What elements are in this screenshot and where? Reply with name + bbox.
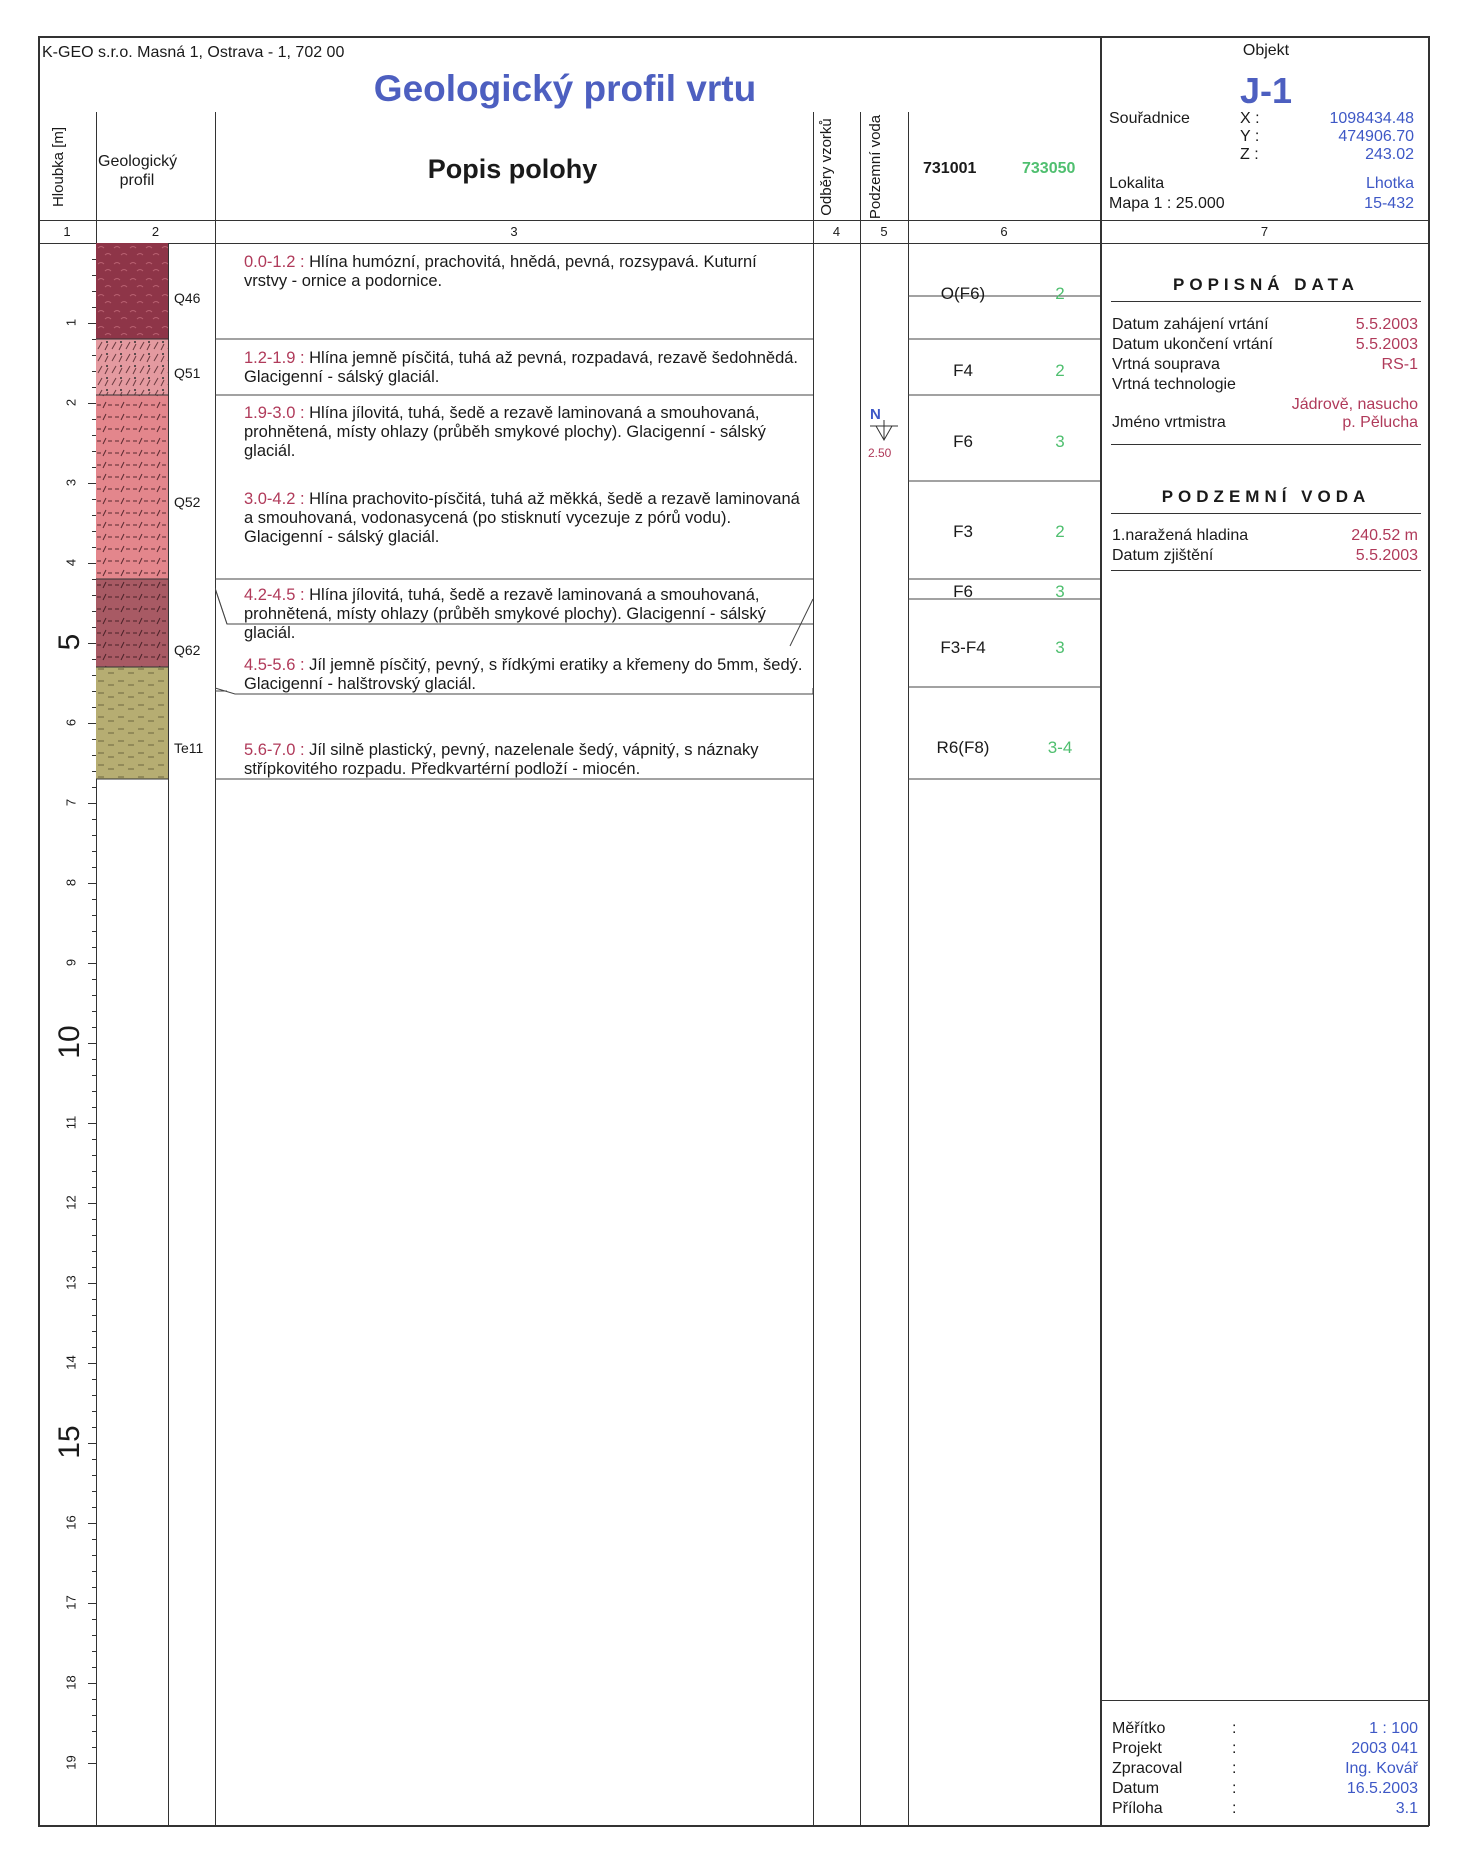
depth-tick-label: 17 [63, 1595, 79, 1610]
depth-tick [88, 403, 96, 404]
object-id: J-1 [1239, 70, 1293, 111]
depth-tick-label: 11 [63, 1115, 79, 1130]
descriptive-data-title: POPISNÁ DATA [1173, 275, 1359, 294]
depth-minor-tick [92, 1331, 96, 1332]
layer-depth-range: 1.2-1.9 : [244, 349, 310, 367]
layer-text: Hlína jemně písčitá, tuhá až pevná, rozpadavá, rezavě šedohnědá. Glacigenní - sálský glaciál. [244, 349, 799, 386]
depth-minor-tick [92, 835, 96, 836]
descriptive-label: Vrtná souprava [1112, 356, 1220, 373]
depth-minor-tick [92, 1699, 96, 1700]
depth-tick [88, 883, 96, 884]
depth-minor-tick [92, 1267, 96, 1268]
depth-tick-label: 15 [53, 1425, 86, 1459]
locality-label: Lokalita [1109, 175, 1165, 192]
depth-minor-tick [92, 1251, 96, 1252]
layer-text: Hlína jílovitá, tuhá, šedě a rezavě laminovaná a smouhovaná, prohnětená, místy ohlazy (průběh smykové plochy). Glacigenní - sálský glaciál. [244, 586, 766, 642]
layer-depth-range: 4.2-4.5 : [244, 586, 310, 604]
layer-description [244, 490, 804, 547]
layer-text: Hlína humózní, prachovitá, hnědá, pevná, rozsypavá. Kuturní vrstvy - ornice a podornice. [244, 253, 757, 290]
column-number: 5 [880, 224, 888, 239]
depth-minor-tick [92, 1667, 96, 1668]
stratigraphy-code: Q62 [174, 642, 201, 658]
depth-tick-label: 2 [63, 398, 79, 407]
layer-depth-range: 4.5-5.6 : [244, 656, 310, 674]
layer-text: Hlína prachovito-písčitá, tuhá až měkká, šedě a rezavě laminovaná a smouhovaná, vodonasycená (po stisknutí vycezuje z pórů vodu). Glacigenní - sálský glaciál. [244, 490, 800, 546]
class-a-value: O(F6) [940, 284, 986, 303]
class-a-value: R6(F8) [936, 738, 990, 757]
groundwater-title: PODZEMNÍ VODA [1161, 487, 1371, 506]
class-b-value: 3 [1055, 432, 1065, 451]
descriptive-value: 5.5.2003 [1355, 316, 1418, 333]
column-number: 3 [510, 224, 518, 239]
depth-minor-tick [92, 1475, 96, 1476]
depth-tick [88, 1363, 96, 1364]
depth-tick-label: 16 [63, 1515, 79, 1530]
x-label: X : [1240, 110, 1260, 127]
depth-minor-tick [92, 899, 96, 900]
groundwater-date-label: Datum zjištění [1112, 547, 1214, 564]
depth-tick [88, 963, 96, 964]
depth-tick-label: 8 [63, 878, 79, 887]
depth-tick [88, 643, 96, 644]
layer-depth-range: 0.0-1.2 : [244, 253, 310, 271]
groundwater-level-label: 1.naražená hladina [1112, 527, 1249, 544]
descriptive-label: Datum ukončení vrtání [1112, 336, 1273, 353]
layer-description [244, 253, 804, 291]
depth-tick-label: 18 [63, 1675, 79, 1690]
depth-tick-label: 9 [63, 958, 79, 967]
depth-tick-label: 3 [63, 478, 79, 487]
footer-separator: : [1232, 1720, 1237, 1737]
depth-minor-tick [92, 1571, 96, 1572]
footer-value: 3.1 [1395, 1800, 1418, 1817]
company-name: K-GEO s.r.o. Masná 1, Ostrava - 1, 702 00 [42, 44, 345, 61]
depth-tick [88, 1603, 96, 1604]
depth-tick [88, 563, 96, 564]
layer-depth-range: 3.0-4.2 : [244, 490, 310, 508]
map-label: Mapa 1 : 25.000 [1109, 195, 1225, 212]
depth-tick [88, 483, 96, 484]
depth-minor-tick [92, 1411, 96, 1412]
class-a-header: 731001 [923, 160, 977, 177]
depth-minor-tick [92, 1299, 96, 1300]
depth-minor-tick [92, 851, 96, 852]
depth-minor-tick [92, 1347, 96, 1348]
layer-description [244, 404, 804, 461]
groundwater-date-value: 5.5.2003 [1355, 547, 1418, 564]
layer-text: Hlína jílovitá, tuhá, šedě a rezavě laminovaná a smouhovaná, prohnětená, místy ohlazy (průběh smykové plochy). Glacigenní - sálský glaciál. [244, 404, 766, 460]
depth-tick-label: 12 [63, 1195, 79, 1210]
stratigraphy-code: Q51 [174, 365, 201, 381]
depth-minor-tick [92, 1059, 96, 1060]
footer-value: Ing. Kovář [1345, 1760, 1418, 1777]
depth-minor-tick [92, 979, 96, 980]
depth-minor-tick [92, 1219, 96, 1220]
depth-tick [88, 1523, 96, 1524]
column-number: 4 [832, 224, 841, 239]
descriptive-value: RS-1 [1381, 356, 1418, 373]
depth-minor-tick [92, 947, 96, 948]
descriptive-label: Jméno vrtmistra [1112, 414, 1226, 431]
depth-tick [88, 1123, 96, 1124]
depth-minor-tick [92, 1731, 96, 1732]
depth-tick [88, 1443, 96, 1444]
groundwater-column-header: Podzemní voda [867, 114, 884, 220]
footer-label: Měřítko [1112, 1720, 1166, 1737]
layer-description [244, 656, 804, 694]
column-number: 6 [1000, 224, 1008, 239]
coordinates-label: Souřadnice [1109, 110, 1190, 127]
depth-minor-tick [92, 1635, 96, 1636]
depth-tick [88, 803, 96, 804]
class-a-value: F4 [953, 361, 973, 380]
depth-tick [88, 323, 96, 324]
x-value: 1098434.48 [1329, 110, 1414, 127]
class-b-value: 2 [1055, 361, 1065, 380]
depth-tick [88, 723, 96, 724]
class-b-value: 3 [1055, 582, 1065, 601]
footer-value: 1 : 100 [1369, 1720, 1418, 1737]
footer-label: Zpracoval [1112, 1760, 1183, 1777]
descriptive-label: Vrtná technologie [1112, 376, 1236, 393]
depth-tick-label: 1 [63, 318, 79, 327]
footer-value: 16.5.2003 [1346, 1780, 1418, 1797]
z-value: 243.02 [1365, 146, 1414, 163]
y-value: 474906.70 [1338, 128, 1414, 145]
descriptive-value: 5.5.2003 [1355, 336, 1418, 353]
footer-label: Projekt [1112, 1740, 1162, 1757]
water-level-icon [866, 420, 902, 446]
depth-tick [88, 1203, 96, 1204]
depth-minor-tick [92, 995, 96, 996]
class-b-header: 733050 [1022, 160, 1076, 177]
depth-minor-tick [92, 1427, 96, 1428]
class-b-value: 2 [1055, 284, 1065, 303]
depth-tick-label: 10 [53, 1025, 86, 1059]
footer-separator: : [1232, 1740, 1237, 1757]
descriptive-value: p. Pělucha [1342, 414, 1418, 431]
descriptive-value: Jádrově, nasucho [1291, 396, 1418, 413]
z-label: Z : [1240, 146, 1259, 163]
footer-separator: : [1232, 1780, 1237, 1797]
depth-column-header: Hloubka [m] [50, 126, 67, 208]
footer-separator: : [1232, 1760, 1237, 1777]
stratigraphy-code: Q46 [174, 290, 201, 306]
column-number: 7 [1260, 224, 1269, 239]
footer-separator: : [1232, 1800, 1237, 1817]
depth-minor-tick [92, 1235, 96, 1236]
footer-label: Datum [1112, 1780, 1160, 1797]
depth-tick [88, 1683, 96, 1684]
description-column-header: Popis polohy [427, 154, 598, 184]
class-a-value: F6 [953, 582, 973, 601]
layer-description [244, 586, 804, 643]
depth-minor-tick [92, 1507, 96, 1508]
object-label: Objekt [1242, 42, 1290, 59]
map-value: 15-432 [1364, 195, 1414, 212]
depth-minor-tick [92, 1155, 96, 1156]
groundwater-level-value: 240.52 m [1351, 527, 1418, 544]
depth-tick [88, 1283, 96, 1284]
depth-minor-tick [92, 1027, 96, 1028]
samples-column-header: Odběry vzorků [818, 118, 835, 216]
class-a-value: F6 [953, 432, 973, 451]
class-b-value: 2 [1055, 522, 1065, 541]
depth-minor-tick [92, 1091, 96, 1092]
layer-description [244, 741, 804, 779]
profile-column-header: Geologický profil [98, 153, 178, 189]
depth-minor-tick [92, 1075, 96, 1076]
depth-minor-tick [92, 1139, 96, 1140]
layer-text: Jíl silně plastický, pevný, nazelenale šedý, vápnitý, s náznaky střípkovitého rozpadu. Předkvartérní podloží - miocén. [244, 741, 759, 778]
class-a-value: F3 [953, 522, 973, 541]
class-a-value: F3-F4 [940, 638, 986, 657]
stratigraphy-code: Q52 [174, 494, 201, 510]
depth-minor-tick [92, 1379, 96, 1380]
groundwater-marker-letter: N [870, 406, 881, 423]
depth-minor-tick [92, 819, 96, 820]
descriptive-label: Datum zahájení vrtání [1112, 316, 1269, 333]
y-label: Y : [1240, 128, 1260, 145]
depth-tick-label: 19 [63, 1755, 79, 1770]
depth-minor-tick [92, 1491, 96, 1492]
footer-label: Příloha [1112, 1800, 1163, 1817]
layer-depth-range: 1.9-3.0 : [244, 404, 310, 422]
depth-minor-tick [92, 867, 96, 868]
column-number: 1 [63, 224, 71, 239]
page-title: Geologický profil vrtu [373, 68, 757, 109]
depth-minor-tick [92, 1651, 96, 1652]
depth-minor-tick [92, 1171, 96, 1172]
depth-minor-tick [92, 1107, 96, 1108]
depth-tick-label: 14 [63, 1355, 79, 1370]
depth-minor-tick [92, 1395, 96, 1396]
groundwater-marker-depth: 2.50 [868, 446, 892, 460]
depth-tick-label: 7 [63, 798, 79, 807]
depth-minor-tick [92, 1747, 96, 1748]
depth-minor-tick [92, 1315, 96, 1316]
depth-tick-label: 4 [63, 558, 79, 567]
layer-text: Jíl jemně písčitý, pevný, s řídkými eratiky a křemeny do 5mm, šedý. Glacigenní - halštrovský glaciál. [244, 656, 803, 693]
depth-tick-label: 5 [53, 633, 86, 651]
class-b-value: 3 [1055, 638, 1065, 657]
depth-minor-tick [92, 1555, 96, 1556]
class-b-value: 3-4 [1047, 738, 1073, 757]
depth-minor-tick [92, 1011, 96, 1012]
depth-minor-tick [92, 1619, 96, 1620]
depth-minor-tick [92, 1539, 96, 1540]
footer-value: 2003 041 [1351, 1740, 1418, 1757]
depth-minor-tick [92, 1459, 96, 1460]
stratigraphy-code: Te11 [174, 740, 204, 756]
depth-tick-label: 6 [63, 718, 79, 727]
depth-tick [88, 1043, 96, 1044]
depth-tick [88, 1763, 96, 1764]
geological-profile-graphic [96, 243, 168, 803]
depth-minor-tick [92, 1715, 96, 1716]
depth-minor-tick [92, 931, 96, 932]
depth-tick-label: 13 [63, 1275, 79, 1290]
layer-description [244, 349, 804, 387]
depth-minor-tick [92, 915, 96, 916]
depth-minor-tick [92, 1587, 96, 1588]
locality-value: Lhotka [1365, 175, 1414, 192]
layer-depth-range: 5.6-7.0 : [244, 741, 310, 759]
column-number: 2 [151, 224, 160, 239]
depth-minor-tick [92, 1187, 96, 1188]
